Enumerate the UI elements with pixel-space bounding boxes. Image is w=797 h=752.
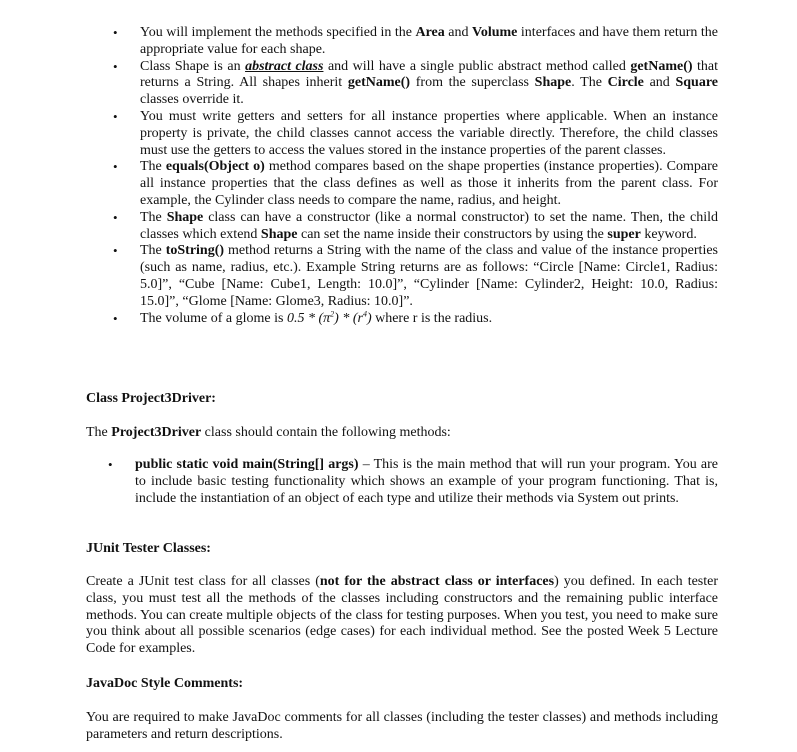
text-run: getName() [347, 75, 411, 91]
bullet-icon: • [113, 58, 118, 74]
text-run: equals(Object o) [165, 159, 265, 175]
text-run: public static void main(String[] args) [135, 457, 359, 472]
list-item [113, 109, 718, 159]
bullet-icon: • [108, 457, 113, 472]
text-run: Volume [472, 25, 518, 40]
text-run: classes override it. [140, 92, 244, 108]
text-run: toString() [165, 243, 225, 259]
text-run: You will implement the methods specified in the [140, 25, 416, 40]
text-run: method compares based on the shape properties (instance properties). Compare all instance properties that the class defines as well as those it inherits from the parent class. For example, the Cylinder class needs to compare the name, radius, and height. [140, 159, 718, 208]
text-run: class should contain the following methods: [201, 425, 451, 440]
text-run: ) you defined. In each tester class, you must test all the methods of the classes including constructors and the remaining public interface methods. You can create multiple objects of the class for testing purposes. When you test, you need to make sure you think about all possible scenarios (edge cases) for each individual method. See the posted Week 5 Lecture Code for examples. [86, 574, 719, 657]
text-run: that returns a String. All shapes inherit [140, 58, 719, 91]
text-run: ) * (r [334, 310, 363, 326]
requirements-list [113, 25, 718, 327]
text-run: interfaces and have them return the appropriate value for each shape. [140, 25, 719, 57]
text-run: Area [415, 25, 445, 40]
text-run: 4 [362, 308, 367, 318]
text-run: Create a JUnit test class for all classes ( [86, 574, 320, 589]
driver-heading: Class Project3Driver: [86, 391, 216, 406]
junit-paragraph [86, 574, 718, 658]
text-run: The [140, 159, 166, 175]
bullet-icon: • [113, 243, 118, 259]
text-run: Project3Driver [111, 425, 202, 440]
bullet-icon: • [113, 25, 118, 40]
text-run: 2 [330, 308, 335, 318]
text-run: You must write getters and setters for all instance properties where applicable. When an instance property is private, the child classes cannot access the variable directly. Therefore, the child classes must use the getters to access the values stored in the instance properties of the parent classes. [140, 108, 718, 158]
list-item [113, 159, 718, 209]
bullet-icon: • [113, 108, 118, 124]
text-run: method returns a String with the name of the class and value of the instance properties (such as name, radius, etc.). Example String returns are as follows: “Circle [Name: Circle1, Radius: 5.0]”, “Cube [Name: Cube1, Length: 10.0]”, “Cylinder [Name: Cylinder2, Height: 10.0, Radius: 15.0]”, “Glome [Name: Glome3, Radius: 10.0]”. [140, 243, 718, 309]
bullet-icon: • [113, 310, 118, 326]
text-run: from the superclass [410, 75, 535, 91]
text-run: can set the name inside their constructors by using the [297, 226, 608, 242]
list-item [113, 25, 718, 59]
text-run: The [140, 209, 167, 225]
text-run: Circle [607, 75, 644, 91]
javadoc-paragraph [86, 710, 718, 744]
list-item [108, 457, 718, 507]
text-run: The [86, 425, 112, 440]
text-run: getName() [630, 58, 693, 74]
text-run: . The [571, 75, 608, 91]
list-item [113, 210, 718, 244]
javadoc-heading: JavaDoc Style Comments: [86, 676, 244, 691]
text-run: and will have a single public abstract method called [323, 58, 631, 74]
text-run: The [140, 243, 166, 259]
driver-methods-list [108, 457, 718, 507]
text-run: The volume of a glome is [140, 310, 287, 326]
text-run: ) [366, 310, 372, 326]
driver-intro [86, 425, 718, 442]
text-run: Shape [534, 75, 572, 91]
text-run: abstract class [245, 58, 324, 74]
bullet-icon: • [113, 159, 118, 175]
text-run: not for the abstract class or interfaces [319, 574, 555, 589]
text-run: – This is the main method that will run your program. You are to include basic testing functionality which shows an example of your program functioning. That is, include the instantiation of an object of each type and utilize their methods via System out prints. [135, 457, 719, 506]
list-item [113, 308, 718, 328]
text-run: and [444, 25, 473, 40]
junit-heading: JUnit Tester Classes: [86, 541, 211, 556]
text-run: and [643, 75, 676, 91]
text-run: Shape [260, 226, 298, 242]
list-item [113, 59, 718, 109]
text-run: class can have a constructor (like a normal constructor) to set the name. Then, the child classes which extend [140, 209, 719, 242]
text-run: keyword. [640, 226, 697, 242]
text-run: Class Shape is an [140, 58, 246, 74]
bullet-icon: • [113, 209, 118, 225]
text-run: You are required to make JavaDoc comments for all classes (including the tester classes) and methods including parameters and return descriptions. [86, 710, 718, 742]
text-run: Square [675, 75, 719, 91]
text-run: 0.5 * (π [286, 310, 331, 326]
list-item [113, 243, 718, 310]
text-run: super [607, 226, 641, 242]
text-run: Shape [166, 209, 204, 225]
text-run: where r is the radius. [371, 310, 493, 326]
